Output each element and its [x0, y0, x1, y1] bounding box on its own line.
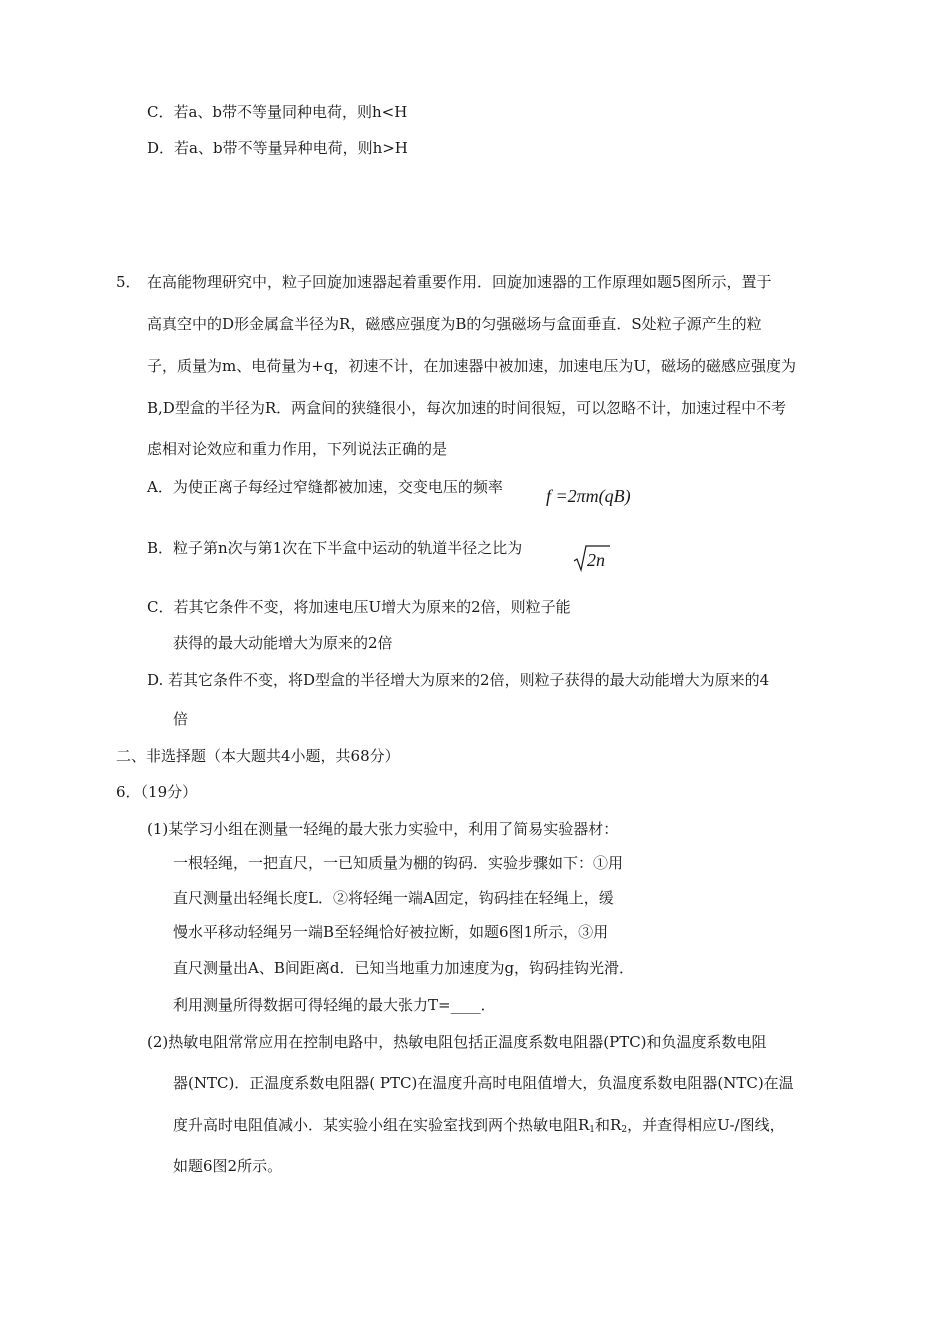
- q6-part1-line-5: 直尺测量出A、B间距离d．已知当地重力加速度为g，钩码挂钩光滑．: [173, 959, 635, 977]
- q5-number: 5．: [116, 273, 141, 291]
- q5-stem-line-5: 虑相对论效应和重力作用，下列说法正确的是: [147, 440, 448, 458]
- q5-option-d-line-1: D. 若其它条件不变，将D型盒的半径增大为原来的2倍，则粒子获得的最大动能增大为原来的4: [147, 671, 770, 689]
- q5-stem-line-4: B,D型盒的半径为R．两盒间的狭缝很小，每次加速的时间很短，可以忽略不计，加速过程中不考: [147, 399, 787, 417]
- q6-number: 6．（19分）: [116, 783, 198, 801]
- q6-part1-line-2: 一根轻绳，一把直尺，一已知质量为棚的钩码．实验步骤如下：①用: [173, 854, 624, 872]
- q6-part2-line-4: 如题6图2所示。: [173, 1157, 283, 1175]
- q5-stem-line-3: 子，质量为m、电荷量为+q，初速不计，在加速器中被加速，加速电压为U，磁场的磁感应强度为: [147, 357, 797, 375]
- q4-option-c: C．若a、b带不等量同种电荷，则h<H: [147, 103, 408, 121]
- q6-part2-line-3-and: 和R: [595, 1116, 622, 1134]
- r2-subscript: 2: [621, 1125, 628, 1135]
- section-2-heading: 二、非选择题（本大题共4小题，共68分）: [116, 747, 400, 765]
- q5-option-a: A．为使正离子每经过窄缝都被加速，交变电压的频率: [147, 478, 503, 496]
- q6-part2-line-1: (2)热敏电阻常常应用在控制电路中，热敏电阻包括正温度系数电阻器(PTC)和负温度系数电阻: [147, 1033, 767, 1051]
- q6-part2-line-3: [173, 1115, 785, 1140]
- q6-part1-line-4: 慢水平移动轻绳另一端B至轻绳恰好被拉断，如题6图1所示，③用: [173, 923, 609, 941]
- q6-part2-line-3-text: 度升高时电阻值减小．某实验小组在实验室找到两个热敏电阻R: [173, 1116, 590, 1134]
- q6-part1-line-6: 利用测量所得数据可得轻绳的最大张力T=____．: [173, 996, 496, 1014]
- q5-option-c-line-1: C．若其它条件不变，将加速电压U增大为原来的2倍，则粒子能: [147, 598, 571, 616]
- q6-part1-line-3: 直尺测量出轻绳长度L．②将轻绳一端A固定，钩码挂在轻绳上，缓: [173, 889, 614, 907]
- q5-stem-line-1: 在高能物理研究中，粒子回旋加速器起着重要作用．回旋加速器的工作原理如题5图所示，置于: [147, 273, 772, 291]
- q5-option-b-formula: 2n: [587, 550, 605, 570]
- q5-option-b: B．粒子第n次与第1次在下半盒中运动的轨道半径之比为: [147, 539, 523, 557]
- q5-option-c-line-2: 获得的最大动能增大为原来的2倍: [173, 634, 393, 652]
- q6-part1-line-1: (1)某学习小组在测量一轻绳的最大张力实验中，利用了简易实验器材：: [147, 820, 619, 838]
- q6-part2-line-2: 器(NTC)．正温度系数电阻器( PTC)在温度升高时电阻值增大，负温度系数电阻器(NTC)在温: [173, 1074, 794, 1092]
- q5-option-a-formula: f =2πm(qB): [546, 486, 631, 506]
- r1-subscript: 1: [589, 1125, 596, 1135]
- q5-option-d-line-2: 倍: [173, 710, 189, 728]
- q6-part2-line-3-tail: ，并查得相应U-/图线，: [627, 1116, 785, 1134]
- q5-stem-line-2: 高真空中的D形金属盒半径为R，磁感应强度为B的匀强磁场与盒面垂直．S处粒子源产生的粒: [147, 315, 762, 333]
- q4-option-d: D．若a、b带不等量异种电荷，则h>H: [147, 139, 408, 157]
